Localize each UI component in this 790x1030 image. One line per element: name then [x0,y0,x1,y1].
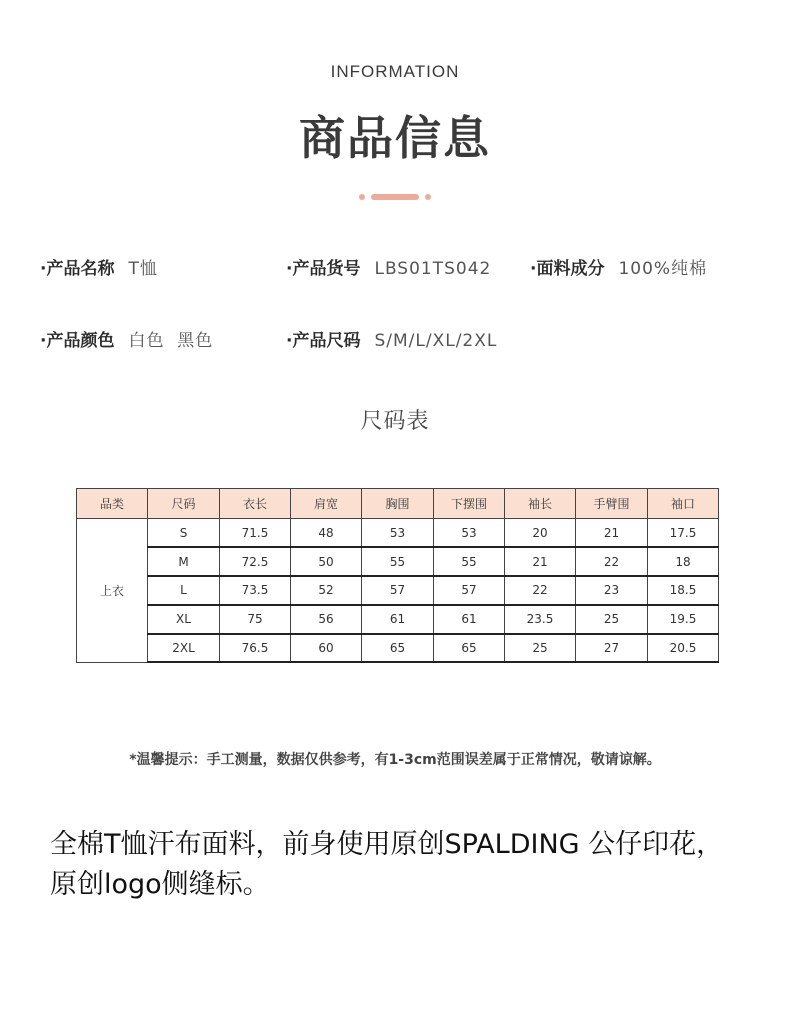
header-cell: 肩宽 [291,489,362,519]
table-cell: 65 [434,634,505,663]
table-cell: 55 [434,547,505,576]
spec-fabric [530,254,707,279]
table-cell: 75 [220,605,291,634]
table-cell: 55 [362,547,434,576]
spec-value: LBS01TS042 [374,259,492,279]
header-cell: 品类 [77,489,148,519]
header-cell: 衣长 [220,489,291,519]
table-cell: 23.5 [505,605,576,634]
table-cell: 65 [362,634,434,663]
header-cell: 胸围 [362,489,434,519]
table-cell: 50 [291,547,362,576]
table-row [77,634,719,663]
spec-value: S/M/L/XL/2XL [374,331,498,351]
section-eyebrow: INFORMATION [330,62,460,81]
table-cell: 23 [576,576,648,605]
table-cell: S [148,519,220,548]
title-divider [359,194,431,200]
spec-label: ·产品名称 [40,259,115,279]
category-cell: 上衣 [77,519,148,663]
header-cell: 手臂围 [576,489,648,519]
spec-product-code [286,254,491,279]
size-chart-heading: 尺码表 [360,409,430,434]
table-row [77,547,719,576]
product-description: 全棉T恤汗布面料，前身使用原创SPALDING 公仔印花，原创logo侧缝标。 [50,829,724,900]
spec-value: 白色 黑色 [128,331,214,351]
table-cell: XL [148,605,220,634]
spec-value: 100%纯棉 [618,259,708,279]
divider-dot-right [425,194,431,200]
table-cell: 17.5 [648,519,719,548]
table-cell: 72.5 [220,547,291,576]
table-cell: 57 [362,576,434,605]
table-cell: 18.5 [648,576,719,605]
size-chart-table [76,488,719,663]
table-cell: 22 [505,576,576,605]
table-cell: 22 [576,547,648,576]
page-title: 商品信息 [299,111,491,165]
table-cell: 20 [505,519,576,548]
table-cell: L [148,576,220,605]
measurement-note: *温馨提示：手工测量，数据仅供参考，有1-3cm范围误差属于正常情况，敬请谅解。 [129,752,661,768]
table-header-row [77,489,719,519]
table-row [77,576,719,605]
table-cell: 57 [434,576,505,605]
table-cell: 48 [291,519,362,548]
table-row [77,605,719,634]
table-cell: 21 [576,519,648,548]
divider-bar [371,194,419,200]
table-cell: 53 [362,519,434,548]
table-cell: 2XL [148,634,220,663]
spec-product-name [40,254,158,279]
table-cell: 19.5 [648,605,719,634]
header-cell: 尺码 [148,489,220,519]
table-cell: 60 [291,634,362,663]
table-cell: M [148,547,220,576]
header-cell: 下摆围 [434,489,505,519]
table-cell: 25 [505,634,576,663]
table-cell: 56 [291,605,362,634]
divider-dot-left [359,194,365,200]
table-cell: 61 [362,605,434,634]
spec-color [40,326,213,351]
table-row [77,519,719,548]
header-cell: 袖口 [648,489,719,519]
spec-label: ·产品尺码 [286,331,361,351]
spec-value: T恤 [128,259,158,279]
table-cell: 27 [576,634,648,663]
table-cell: 52 [291,576,362,605]
table-cell: 25 [576,605,648,634]
table-cell: 53 [434,519,505,548]
header-cell: 袖长 [505,489,576,519]
spec-label: ·产品货号 [286,259,361,279]
spec-label: ·面料成分 [530,259,605,279]
table-cell: 18 [648,547,719,576]
table-cell: 61 [434,605,505,634]
table-cell: 76.5 [220,634,291,663]
spec-sizes [286,326,497,351]
table-cell: 20.5 [648,634,719,663]
table-cell: 73.5 [220,576,291,605]
spec-label: ·产品颜色 [40,331,115,351]
table-cell: 71.5 [220,519,291,548]
table-cell: 21 [505,547,576,576]
